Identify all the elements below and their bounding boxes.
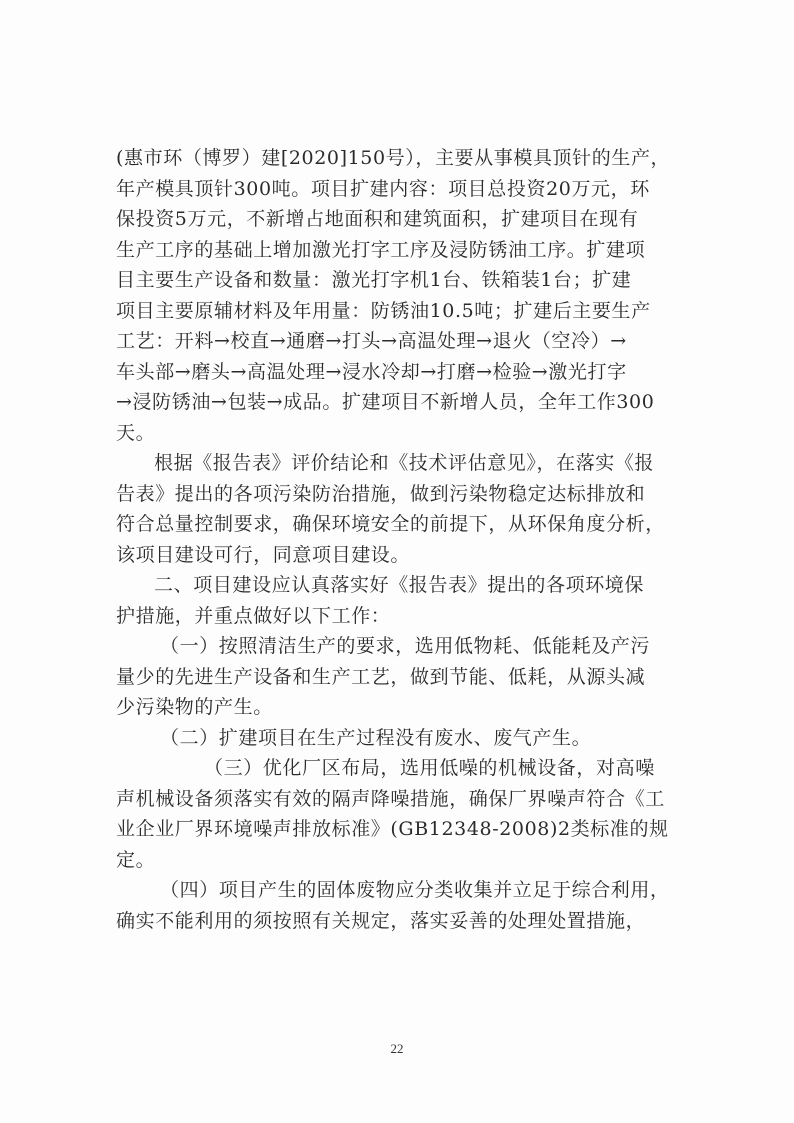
text-line: 声机械设备须落实有效的隔声降噪措施，确保厂界噪声符合《工	[116, 787, 665, 810]
text-line: （二）扩建项目在生产过程没有废水、废气产生。	[160, 726, 592, 749]
text-line: 工艺：开料→校直→通磨→打头→高温处理→退火（空冷）→	[116, 330, 627, 352]
text-line: 车头部→磨头→高温处理→浸水冷却→打磨→检验→激光打字	[116, 360, 627, 383]
text-line: （一）按照清洁生产的要求，选用低物耗、低能耗及产污	[160, 635, 651, 657]
text-line: 根据《报告表》评价结论和《技术评估意见》，在落实《报	[154, 452, 655, 474]
text-line: →浸防锈油→包装→成品。扩建项目不新增人员，全年工作300	[116, 391, 655, 413]
text-line: 护措施，并重点做好以下工作：	[116, 604, 391, 627]
text-line: 目主要生产设备和数量：激光打字机1台、铁箱装1台；扩建	[116, 269, 632, 291]
text-line: 确实不能利用的须按照有关规定，落实妥善的处理处置措施，	[116, 909, 646, 932]
text-line: 告表》提出的各项污染防治措施，做到污染物稳定达标排放和	[116, 482, 646, 505]
text-line: 保投资5万元，不新增占地面积和建筑面积，扩建项目在现有	[116, 208, 639, 230]
text-line: 符合总量控制要求，确保环境安全的前提下，从环保角度分析，	[116, 513, 665, 535]
text-line: 年产模具顶针300吨。项目扩建内容：项目总投资20万元，环	[116, 177, 650, 200]
text-line: (惠市环（博罗）建[2020]150号），主要从事模具顶针的生产，	[116, 147, 671, 169]
text-line: 项目主要原辅材料及年用量：防锈油10.5吨；扩建后主要生产	[116, 299, 651, 322]
text-line: 该项目建设可行，同意项目建设。	[116, 543, 411, 566]
page-number: 22	[390, 1041, 404, 1056]
text-line: 天。	[116, 421, 156, 444]
text-line: 少污染物的产生。	[116, 696, 273, 718]
text-line: 业企业厂界环境噪声排放标准》(GB12348-2008)2类标准的规	[116, 818, 669, 840]
text-line: （四）项目产生的固体废物应分类收集并立足于综合利用，	[160, 879, 670, 901]
section-heading: 二、项目建设应认真落实好《报告表》提出的各项环境保	[154, 574, 645, 596]
body-text	[116, 143, 680, 936]
text-line: 生产工序的基础上增加激光打字工序及浸防锈油工序。扩建项	[116, 238, 646, 261]
text-line: 量少的先进生产设备和生产工艺，做到节能、低耗，从源头减	[116, 665, 646, 688]
text-line: （三）优化厂区布局，选用低噪的机械设备，对高噪	[204, 757, 655, 779]
text-line: 定。	[116, 848, 156, 871]
